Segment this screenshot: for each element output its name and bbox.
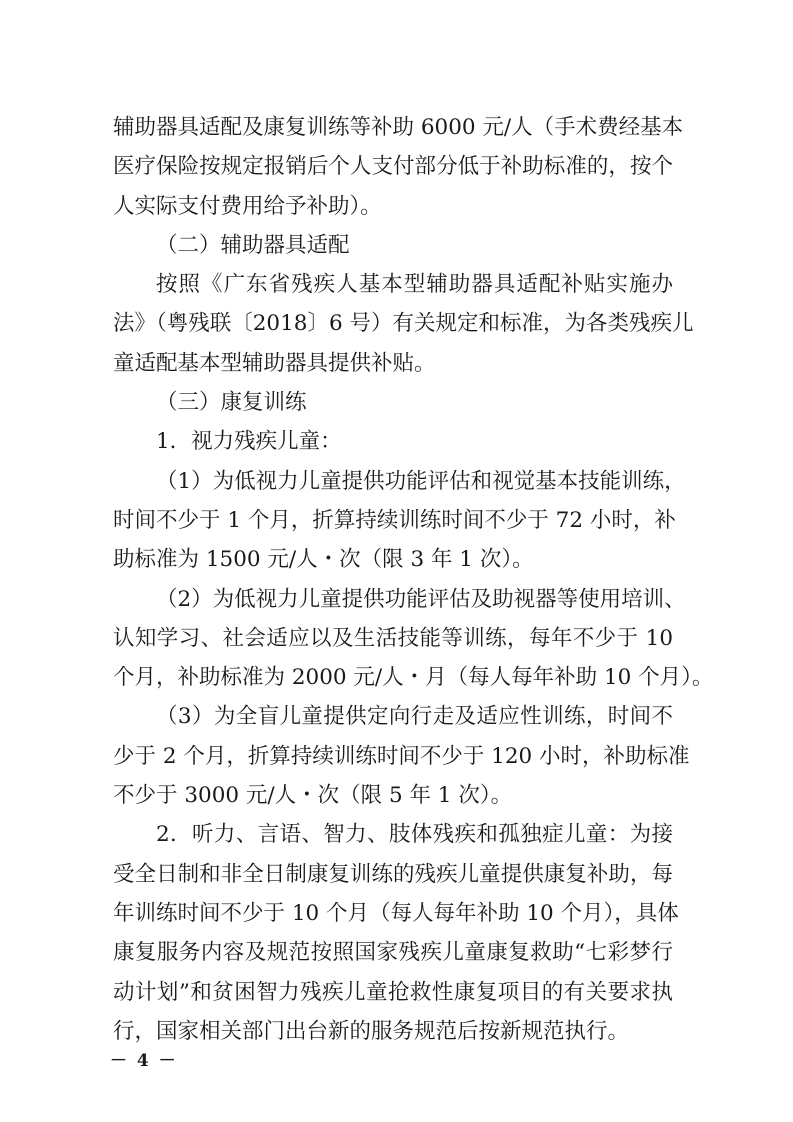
text-line: （3）为全盲儿童提供定向行走及适应性训练，时间不	[156, 704, 673, 730]
text-line: 行，国家相关部门出台新的服务规范后按新规范执行。	[113, 1018, 630, 1044]
subsection-heading: 2．听力、言语、智力、肢体残疾和孤独症儿童：为接	[156, 822, 673, 848]
text-line: 按照《广东省残疾人基本型辅助器具适配补贴实施办	[156, 272, 673, 298]
body-text	[113, 108, 714, 1051]
text-line: （2）为低视力儿童提供功能评估及助视器等使用培训、	[156, 586, 686, 612]
text-line: 少于 2 个月，折算持续训练时间不少于 120 小时，补助标准	[113, 743, 690, 769]
text-line: 动计划”和贫困智力残疾儿童抢救性康复项目的有关要求执	[113, 979, 673, 1005]
text-line: 认知学习、社会适应以及生活技能等训练，每年不少于 10	[113, 625, 673, 651]
text-line: 个月，补助标准为 2000 元/人・月（每人每年补助 10 个月）。	[113, 665, 714, 691]
text-line: 辅助器具适配及康复训练等补助 6000 元/人（手术费经基本	[113, 115, 684, 140]
subsection-heading: 1．视力残疾儿童：	[156, 429, 342, 455]
text-line: 不少于 3000 元/人・次（限 5 年 1 次）。	[113, 783, 513, 809]
page-number: － 4 －	[110, 1051, 178, 1071]
text-line: 时间不少于 1 个月，折算持续训练时间不少于 72 小时，补	[113, 507, 676, 533]
text-line: 受全日制和非全日制康复训练的残疾儿童提供康复补助，每	[113, 861, 673, 887]
text-line: 人实际支付费用给予补助）。	[113, 193, 382, 219]
text-line: 康复服务内容及规范按照国家残疾儿童康复救助“七彩梦行	[113, 940, 673, 966]
section-heading: （三）康复训练	[156, 390, 307, 416]
section-heading: （二）辅助器具适配	[156, 232, 350, 258]
text-line: 年训练时间不少于 10 个月（每人每年补助 10 个月），具体	[113, 900, 679, 926]
text-line: 法》（粤残联〔2018〕6 号）有关规定和标准，为各类残疾儿	[113, 311, 694, 337]
text-line: 童适配基本型辅助器具提供补贴。	[113, 350, 436, 376]
text-line: 助标准为 1500 元/人・次（限 3 年 1 次）。	[113, 547, 534, 573]
text-line: 医疗保险按规定报销后个人支付部分低于补助标准的，按个	[113, 154, 673, 180]
text-line: （1）为低视力儿童提供功能评估和视觉基本技能训练，	[156, 468, 686, 494]
